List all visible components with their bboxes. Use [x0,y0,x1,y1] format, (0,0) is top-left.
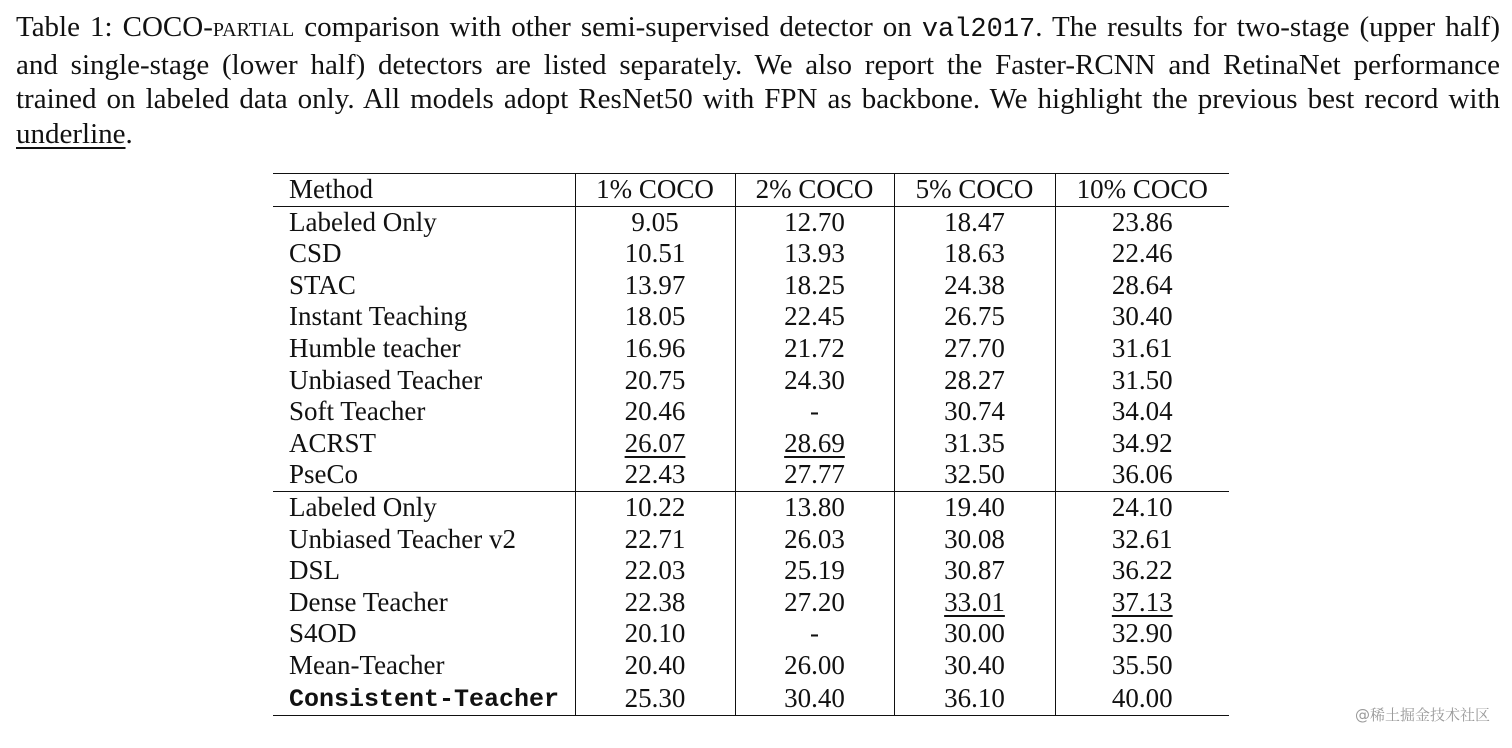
caption-text-2: comparison with other semi-supervised detector on [294,11,922,43]
value-cell: 9.05 [575,206,735,238]
table-row [273,491,1229,523]
value-cell: 16.96 [575,333,735,365]
value-cell: 10.22 [575,491,735,523]
caption-underline-word: underline [16,117,126,150]
value-cell: 30.08 [894,524,1055,556]
value-cell: 12.70 [735,206,894,238]
caption-text-3: . The results for two-stage (upper half) and single-stage (lower half) detectors are listed separately. We also report the Faster-RCNN and RetinaNet performance trained on labeled data only. All models adopt ResNet50 with FPN as backbone. We highlight the previous best record with [16,11,1500,115]
value-cell: 34.92 [1055,428,1229,460]
method-cell: Mean-Teacher [289,649,445,680]
table-row [273,524,1229,556]
value-cell: 19.40 [894,491,1055,523]
value-cell: 18.05 [575,301,735,333]
value-cell: 23.86 [1055,206,1229,238]
value-cell: 30.00 [894,618,1055,650]
method-cell: PseCo [289,459,359,490]
caption-partial: partial [212,11,295,43]
value-cell: 36.06 [1055,459,1229,491]
value-cell: 13.93 [735,238,894,270]
caption-split: val2017 [921,15,1036,45]
table-row [273,333,1229,365]
table-row [273,459,1229,491]
method-cell: Labeled Only [289,206,437,237]
value-cell: 18.63 [894,238,1055,270]
value-cell: 21.72 [735,333,894,365]
underlined-value-cell: 33.01 [944,586,1005,617]
single-stage-group [273,491,1229,715]
value-cell: 13.97 [575,270,735,302]
method-cell: DSL [289,555,341,586]
value-cell: 24.38 [894,270,1055,302]
value-cell: 20.75 [575,365,735,397]
results-table [273,173,1229,716]
value-cell: 30.40 [1055,301,1229,333]
value-cell: 31.35 [894,428,1055,460]
header-2pct: 2% COCO [735,174,894,207]
underlined-value-cell: 26.07 [624,427,686,458]
header-method: Method [289,174,373,204]
two-stage-group [273,206,1229,491]
method-cell: Labeled Only [289,491,437,522]
caption-text-1: Table 1: COCO- [16,11,213,43]
value-cell: 22.46 [1055,238,1229,270]
table-caption [16,10,1500,151]
method-cell: CSD [289,238,342,269]
value-cell: 22.71 [575,524,735,556]
value-cell: 25.19 [735,555,894,587]
table-row [273,650,1229,682]
value-cell: 30.40 [894,650,1055,682]
value-cell: 18.25 [735,270,894,302]
value-cell: 22.45 [735,301,894,333]
bold-value-cell: 25.30 [575,682,735,716]
value-cell: 24.10 [1055,491,1229,523]
value-cell: 22.38 [575,587,735,619]
header-1pct: 1% COCO [575,174,735,207]
table-row [273,365,1229,397]
table-row [273,238,1229,270]
value-cell: 18.47 [894,206,1055,238]
method-cell: Soft Teacher [289,396,426,427]
method-cell-ours: Consistent-Teacher [289,684,560,714]
value-cell: 20.46 [575,396,735,428]
table-row [273,587,1229,619]
header-row [273,174,1229,207]
value-cell: 32.50 [894,459,1055,491]
value-cell: 20.10 [575,618,735,650]
value-cell: 26.03 [735,524,894,556]
table-row [273,301,1229,333]
value-cell: 34.04 [1055,396,1229,428]
value-cell: 30.74 [894,396,1055,428]
method-cell: STAC [289,269,356,300]
underlined-value-cell: 28.69 [784,427,845,458]
table-row [273,206,1229,238]
header-10pct: 10% COCO [1055,174,1229,207]
value-cell: 27.70 [894,333,1055,365]
method-cell: Instant Teaching [289,301,468,332]
underlined-value-cell: 37.13 [1111,586,1173,617]
value-cell: 10.51 [575,238,735,270]
value-cell: 27.77 [735,459,894,491]
value-cell: 22.03 [575,555,735,587]
table-row [273,396,1229,428]
value-cell: 22.43 [575,459,735,491]
method-cell: ACRST [289,427,377,458]
table-row [273,270,1229,302]
value-cell: 35.50 [1055,650,1229,682]
value-cell: 24.30 [735,365,894,397]
value-cell: - [735,618,894,650]
value-cell: - [735,396,894,428]
value-cell: 32.61 [1055,524,1229,556]
value-cell: 31.50 [1055,365,1229,397]
method-cell: Humble teacher [289,332,461,363]
value-cell: 32.90 [1055,618,1229,650]
value-cell: 28.64 [1055,270,1229,302]
bold-value-cell: 40.00 [1055,682,1229,716]
value-cell: 27.20 [735,587,894,619]
value-cell: 31.61 [1055,333,1229,365]
watermark: @稀土掘金技术社区 [1354,706,1490,724]
method-cell: Unbiased Teacher [289,364,483,395]
bold-value-cell: 36.10 [894,682,1055,716]
table-row [273,618,1229,650]
method-cell: S4OD [289,618,357,649]
value-cell: 26.00 [735,650,894,682]
value-cell: 26.75 [894,301,1055,333]
header-5pct: 5% COCO [894,174,1055,207]
table-header [273,174,1229,207]
value-cell: 20.40 [575,650,735,682]
value-cell: 28.27 [894,365,1055,397]
value-cell: 36.22 [1055,555,1229,587]
table-row [273,682,1229,716]
method-cell: Unbiased Teacher v2 [289,523,517,554]
bold-value-cell: 30.40 [735,682,894,716]
value-cell: 13.80 [735,491,894,523]
method-cell: Dense Teacher [289,586,448,617]
caption-text-4: . [125,117,133,150]
value-cell: 30.87 [894,555,1055,587]
table-row [273,428,1229,460]
table-row [273,555,1229,587]
